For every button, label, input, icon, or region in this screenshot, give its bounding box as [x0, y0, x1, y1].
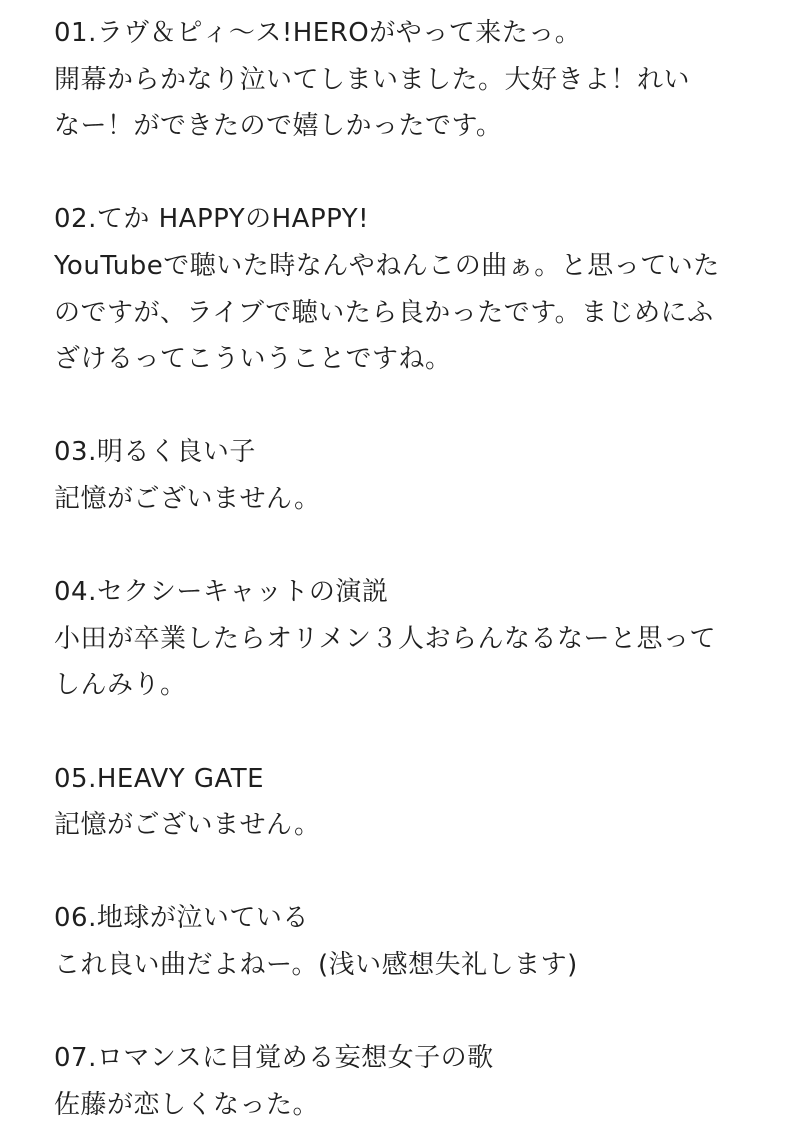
comment-line: 佐藤が恋しくなった。	[54, 1089, 320, 1120]
comment-line: しんみり。	[54, 670, 187, 701]
song-title-05: 05.HEAVY GATE	[54, 763, 265, 794]
song-title-01: 01.ラヴ＆ピィ〜ス!HEROがやって来たっ。	[54, 18, 582, 48]
comment-line: なー！ができたので嬉しかったです。	[54, 111, 503, 142]
song-title-03: 03.明るく良い子	[54, 437, 256, 468]
blank-line	[54, 849, 754, 896]
song-title-07: 07.ロマンスに目覚める妄想女子の歌	[54, 1043, 494, 1074]
comment-line: 記憶がございません。	[54, 483, 321, 514]
song-title-04: 04.セクシーキャットの演説	[54, 577, 389, 608]
blank-line	[54, 709, 754, 756]
comment-line: のですが、ライブで聴いたら良かったです。まじめにふ	[54, 297, 714, 328]
comment-line: これ良い曲だよねー。(浅い感想失礼します)	[54, 949, 578, 980]
comment-line: YouTubeで聴いた時なんやねんこの曲ぁ。と思っていた	[54, 250, 720, 281]
blank-line	[54, 523, 754, 570]
song-title-02: 02.てか HAPPYのHAPPY!	[54, 204, 370, 235]
blank-line	[54, 150, 754, 197]
comment-line: ざけるってこういうことですね。	[54, 344, 452, 375]
comment-line: 小田が卒業したらオリメン３人おらんなるなーと思って	[54, 623, 716, 654]
comment-line: 開幕からかなり泣いてしまいました。大好きよ！れい	[54, 64, 691, 95]
comment-line: 記憶がございません。	[54, 810, 321, 841]
blank-line	[54, 988, 754, 1035]
song-title-06: 06.地球が泣いている	[54, 903, 309, 934]
setlist-comments	[54, 10, 754, 1128]
blank-line	[54, 383, 754, 430]
